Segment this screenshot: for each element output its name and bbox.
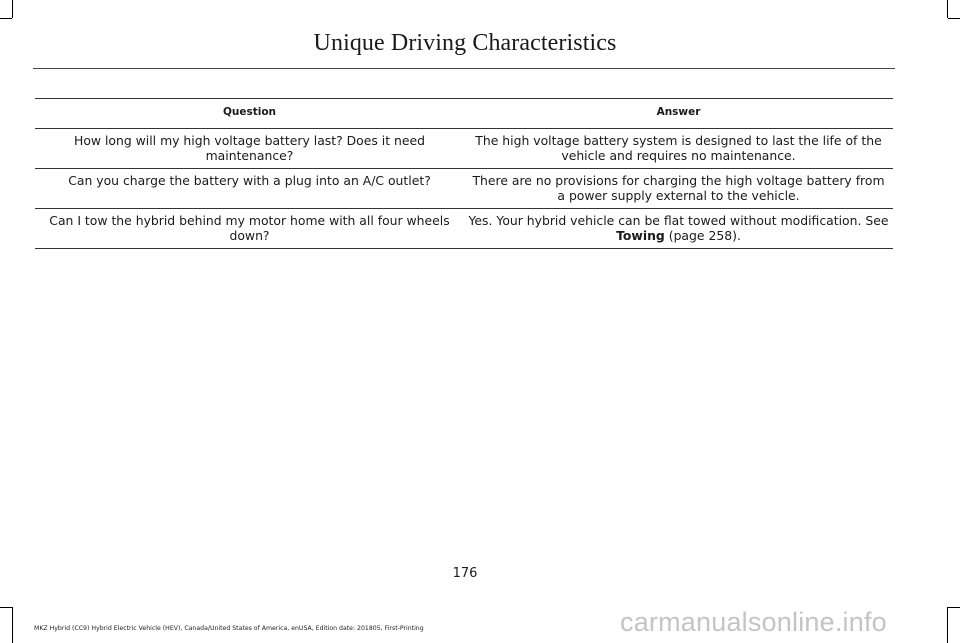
table-row xyxy=(35,209,893,249)
answer-text: Yes. Your hybrid vehicle can be flat towed without modification. See xyxy=(468,213,889,228)
crop-mark-top-left-horizontal xyxy=(0,18,12,19)
answer-cell: There are no provisions for charging the high voltage battery from a power supply external to the vehicle. xyxy=(472,173,885,203)
answer-cell: The high voltage battery system is designed to last the life of the vehicle and requires no maintenance. xyxy=(475,133,882,163)
watermark: carmanualsonline.info xyxy=(620,607,887,637)
table-row xyxy=(35,169,893,209)
crop-mark-bottom-left-vertical xyxy=(12,607,13,643)
question-cell: Can I tow the hybrid behind my motor home with all four wheels down? xyxy=(49,213,450,243)
edition-footer: MKZ Hybrid (CC9) Hybrid Electric Vehicle (HEV), Canada/United States of America, enUSA, Edition date: 201805, First-Printing xyxy=(34,625,424,632)
column-header-question: Question xyxy=(222,106,277,118)
page-title: Unique Driving Characteristics xyxy=(313,30,617,56)
question-cell: Can you charge the battery with a plug into an A/C outlet? xyxy=(68,173,431,188)
table-row xyxy=(35,129,893,169)
crop-mark-bottom-right-horizontal xyxy=(948,607,960,608)
crop-mark-top-right-horizontal xyxy=(948,18,960,19)
qa-table xyxy=(35,98,893,249)
table-header-row xyxy=(35,99,893,129)
title-divider xyxy=(33,68,895,69)
crop-mark-bottom-right-vertical xyxy=(947,607,948,643)
crop-mark-bottom-left-horizontal xyxy=(0,607,12,608)
towing-reference-link[interactable]: Towing xyxy=(616,228,665,243)
crop-mark-top-left-vertical xyxy=(12,0,13,18)
page-reference: (page 258). xyxy=(664,228,741,243)
answer-cell xyxy=(464,209,893,249)
column-header-answer: Answer xyxy=(656,106,701,118)
crop-mark-top-right-vertical xyxy=(947,0,948,18)
question-cell: How long will my high voltage battery last? Does it need maintenance? xyxy=(74,133,425,163)
page-number: 176 xyxy=(452,566,478,581)
